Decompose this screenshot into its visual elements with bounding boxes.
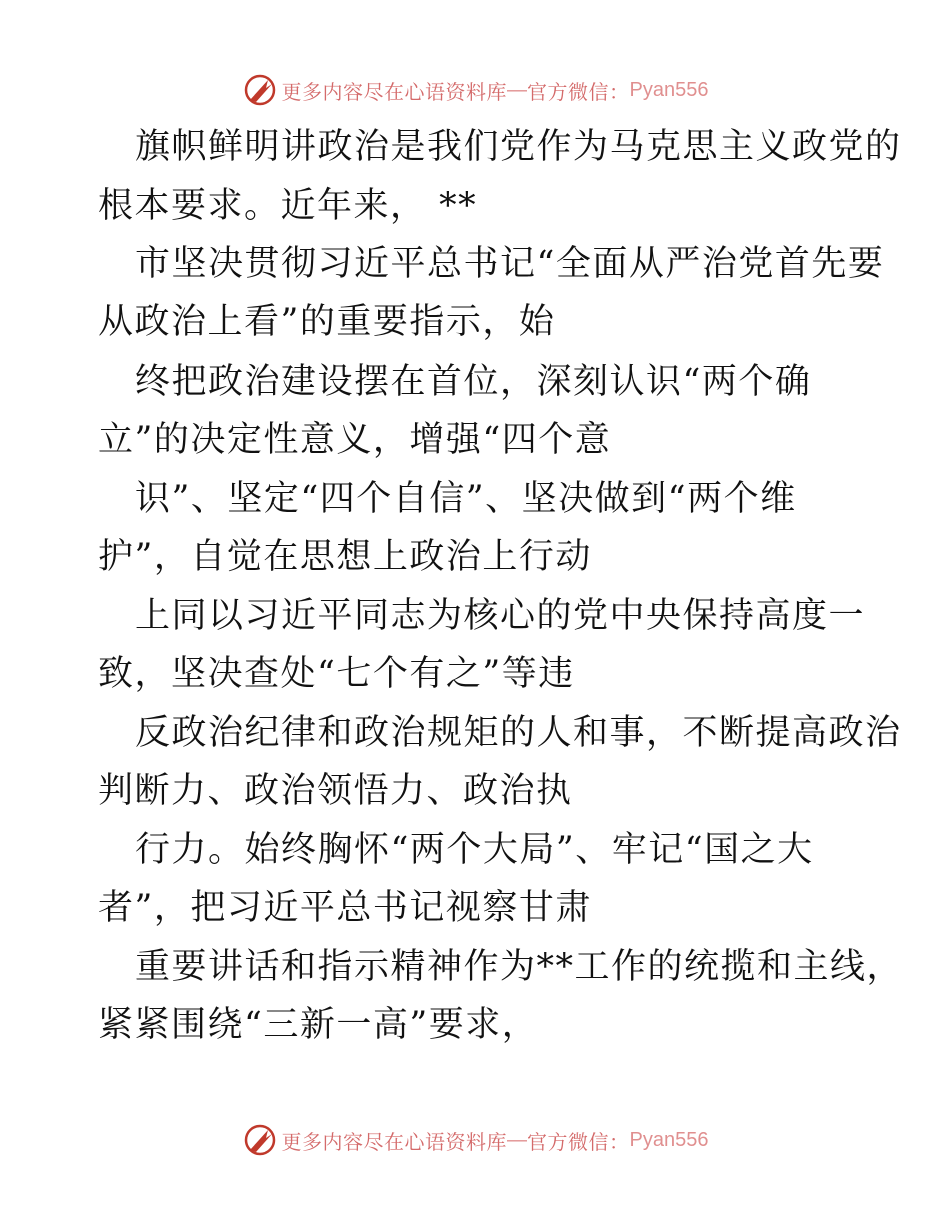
body-line: 识”、坚定“四个自信”、坚决做到“两个维 (135, 479, 797, 519)
body-line: 致，坚决查处“七个有之”等违 (98, 654, 575, 694)
watermark-wechat-id: Pyan556 (629, 1128, 709, 1151)
watermark-official: 官方微信： (527, 1129, 630, 1154)
body-line: 重要讲话和指示精神作为**工作的统揽和主线， (135, 947, 904, 987)
body-line: 旗帜鲜明讲政治是我们党作为马克思主义政党的 (135, 127, 902, 167)
quill-circle-icon (242, 1122, 278, 1158)
watermark-official: 官方微信： (527, 79, 630, 104)
body-line: 根本要求。近年来， ** (98, 186, 478, 226)
body-line: 上同以习近平同志为核心的党中央保持高度一 (135, 596, 866, 636)
watermark-separator: — (507, 78, 528, 101)
body-line: 立”的决定性意义，增强“四个意 (98, 420, 612, 460)
body-line: 者”，把习近平总书记视察甘肃 (98, 888, 592, 928)
body-line: 紧紧围绕“三新一高”要求， (98, 1005, 539, 1045)
body-line: 反政治纪律和政治规矩的人和事，不断提高政治 (135, 713, 902, 753)
footer-watermark (0, 1120, 950, 1160)
watermark-separator: — (507, 1128, 528, 1151)
body-line: 行力。始终胸怀“两个大局”、牢记“国之大 (135, 830, 814, 870)
body-line: 判断力、政治领悟力、政治执 (98, 771, 573, 811)
body-line: 终把政治建设摆在首位，深刻认识“两个确 (135, 362, 812, 402)
body-line: 市坚决贯彻习近平总书记“全面从严治党首先要 (135, 244, 885, 284)
watermark-wechat-id: Pyan556 (629, 78, 709, 101)
body-line: 从政治上看”的重要指示，始 (98, 302, 556, 342)
watermark-brand: 更多内容尽在心语资料库 (281, 1129, 508, 1154)
watermark-brand: 更多内容尽在心语资料库 (281, 79, 508, 104)
body-line: 护”，自觉在思想上政治上行动 (98, 537, 592, 577)
